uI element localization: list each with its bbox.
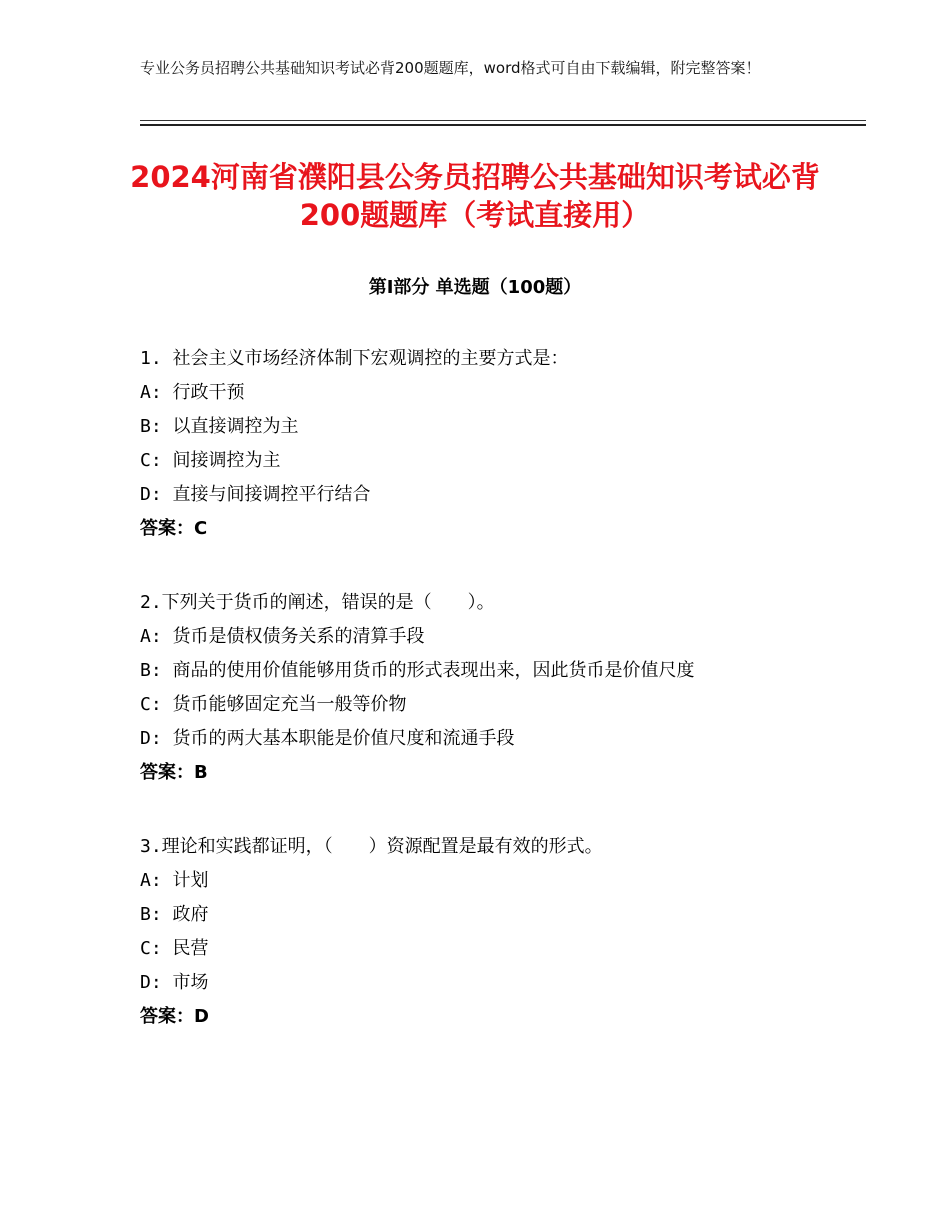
answer: 答案：B: [140, 762, 208, 783]
answer: 答案：D: [140, 1006, 209, 1027]
option-a: A: 行政干预: [140, 382, 245, 403]
document-title: 2024河南省濮阳县公务员招聘公共基础知识考试必背200题题库（考试直接用）: [130, 160, 820, 232]
answer: 答案：C: [140, 518, 208, 539]
question-stem: 2.下列关于货币的阐述，错误的是（ ）。: [140, 592, 495, 613]
header-divider-thin: [140, 120, 866, 121]
question-1: [140, 342, 840, 546]
question-spacer: [140, 546, 840, 586]
option-c: C: 民营: [140, 938, 209, 959]
question-2: [140, 586, 840, 790]
option-a: A: 货币是债权债务关系的清算手段: [140, 626, 425, 647]
question-3: [140, 830, 840, 1034]
option-d: D: 货币的两大基本职能是价值尺度和流通手段: [140, 728, 515, 749]
question-stem: 3.理论和实践都证明，（ ）资源配置是最有效的形式。: [140, 836, 603, 857]
option-b: B: 商品的使用价值能够用货币的形式表现出来，因此货币是价值尺度: [140, 660, 695, 681]
option-d: D: 直接与间接调控平行结合: [140, 484, 371, 505]
option-a: A: 计划: [140, 870, 209, 891]
option-d: D: 市场: [140, 972, 209, 993]
option-b: B: 以直接调控为主: [140, 416, 299, 437]
option-b: B: 政府: [140, 904, 209, 925]
question-spacer: [140, 790, 840, 830]
header-note: 专业公务员招聘公共基础知识考试必背200题题库，word格式可自由下载编辑，附完整答案！: [140, 59, 761, 77]
option-c: C: 货币能够固定充当一般等价物: [140, 694, 407, 715]
section-heading: 第Ⅰ部分 单选题（100题）: [368, 277, 582, 298]
option-c: C: 间接调控为主: [140, 450, 281, 471]
question-list: [140, 342, 840, 1034]
header-divider-thick: [140, 124, 866, 126]
question-stem: 1. 社会主义市场经济体制下宏观调控的主要方式是：: [140, 348, 569, 369]
